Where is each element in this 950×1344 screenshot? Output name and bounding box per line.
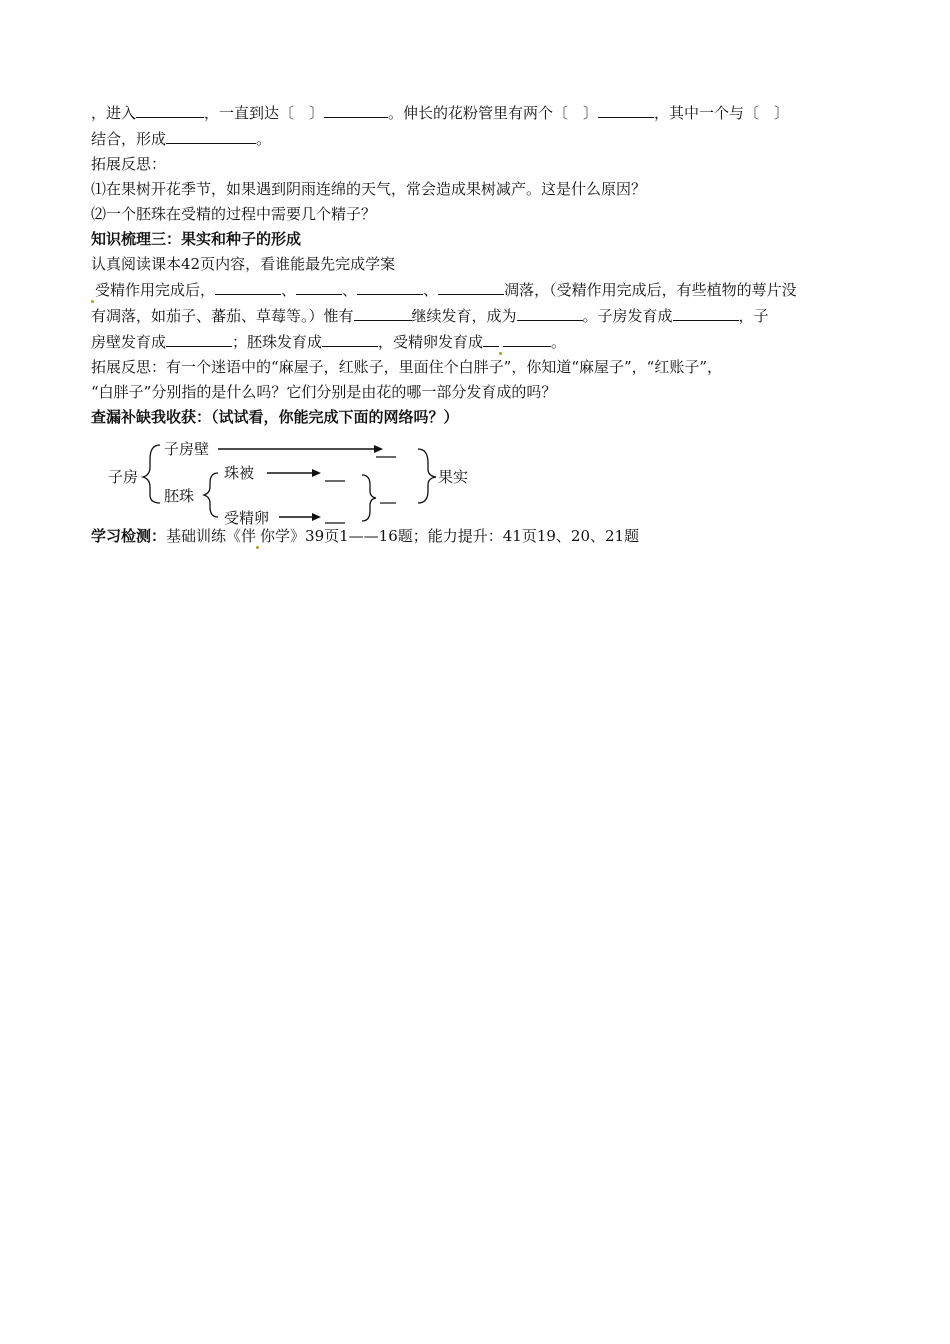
fruit-brace — [418, 449, 436, 503]
fill-blank[interactable] — [354, 303, 412, 321]
text-line-10 — [91, 329, 861, 355]
arrow-head — [374, 445, 383, 453]
ovary-label: 子房 — [108, 468, 139, 486]
fill-blank[interactable] — [483, 329, 499, 347]
arrow-head — [312, 513, 321, 521]
text-line-2 — [91, 126, 861, 152]
ovary-brace — [143, 445, 160, 503]
text: ，其中一个与〔 〕 — [654, 104, 790, 122]
ovule-brace — [204, 473, 218, 517]
text: 。 — [256, 130, 272, 148]
fill-blank[interactable] — [166, 126, 256, 144]
fill-blank[interactable] — [296, 277, 342, 295]
fill-blank[interactable] — [136, 100, 204, 118]
ovule-label: 胚珠 — [164, 487, 195, 505]
riddle-line-2: “白胖子”分别指的是什么吗？它们分别是由花的哪一部分发育成的吗？ — [91, 383, 557, 401]
text-line-8 — [91, 277, 861, 303]
text: 结合，形成 — [91, 130, 167, 148]
text: 继续发育，成为 — [411, 307, 517, 325]
study-check-label: 学习检测： — [91, 527, 167, 545]
fruit-label: 果实 — [438, 468, 469, 486]
text: 。 — [551, 333, 567, 351]
fill-blank[interactable] — [673, 303, 739, 321]
text: 、 — [423, 281, 439, 299]
fill-blank[interactable] — [215, 277, 281, 295]
arrow-head — [312, 469, 321, 477]
text: 有凋落，如茄子、蕃茄、草莓等。）惟有 — [91, 307, 354, 325]
worksheet-body — [91, 100, 861, 430]
fill-blank[interactable] — [324, 100, 388, 118]
text: ，一直到达〔 〕 — [204, 104, 325, 122]
text: ，受精卵发育成 — [378, 333, 484, 351]
reading-instruction: 认真阅读课本42页内容，看谁能最先完成学案 — [91, 255, 396, 273]
question-2: ⑵一个胚珠在受精的过程中需要几个精子？ — [91, 205, 377, 223]
reflection-heading: 拓展反思： — [91, 155, 167, 173]
text: 、 — [281, 281, 297, 299]
zygote-label: 受精卵 — [224, 509, 270, 527]
question-1: ⑴在果树开花季节，如果遇到阴雨连绵的天气，常会造成果树减产。这是什么原因？ — [91, 180, 647, 198]
text: 。子房发育成 — [582, 307, 673, 325]
review-heading: 查漏补缺我收获：（试试看，你能完成下面的网络吗？） — [91, 408, 459, 426]
fill-blank[interactable] — [438, 277, 504, 295]
text: 凋落，（受精作用完成后，有些植物的萼片没 — [504, 281, 797, 299]
fill-blank[interactable] — [598, 100, 654, 118]
seed-brace — [362, 475, 376, 521]
fill-blank[interactable] — [357, 277, 423, 295]
text: ，子 — [738, 307, 769, 325]
text-line-1 — [91, 100, 861, 126]
fill-blank[interactable] — [166, 329, 232, 347]
text: ，进入 — [91, 104, 137, 122]
text: ；胚珠发育成 — [232, 333, 323, 351]
riddle-line-1: 拓展反思：有一个迷语中的“麻屋子，红账子，里面住个白胖子”，你知道“麻屋子”，“红账子”， — [91, 358, 723, 376]
section-heading: 知识梳理三：果实和种子的形成 — [91, 230, 302, 248]
text: 受精作用完成后， — [95, 281, 216, 299]
study-check-text: 你学》39页1——16题；能力提升：41页19、20、21题 — [260, 527, 640, 545]
study-check — [91, 524, 639, 549]
ovary-wall-label: 子房壁 — [164, 440, 210, 458]
study-check-text: 基础训练《伴 — [166, 527, 257, 545]
text: 、 — [342, 281, 358, 299]
text-line-9 — [91, 303, 861, 329]
fill-blank[interactable] — [517, 303, 583, 321]
text: 房壁发育成 — [91, 333, 167, 351]
fill-blank[interactable] — [503, 329, 551, 347]
marker-dot — [256, 546, 259, 549]
fill-blank[interactable] — [322, 329, 378, 347]
integument-label: 珠被 — [224, 464, 255, 482]
text: 。伸长的花粉管里有两个〔 〕 — [388, 104, 599, 122]
fruit-formation-diagram — [100, 435, 520, 535]
